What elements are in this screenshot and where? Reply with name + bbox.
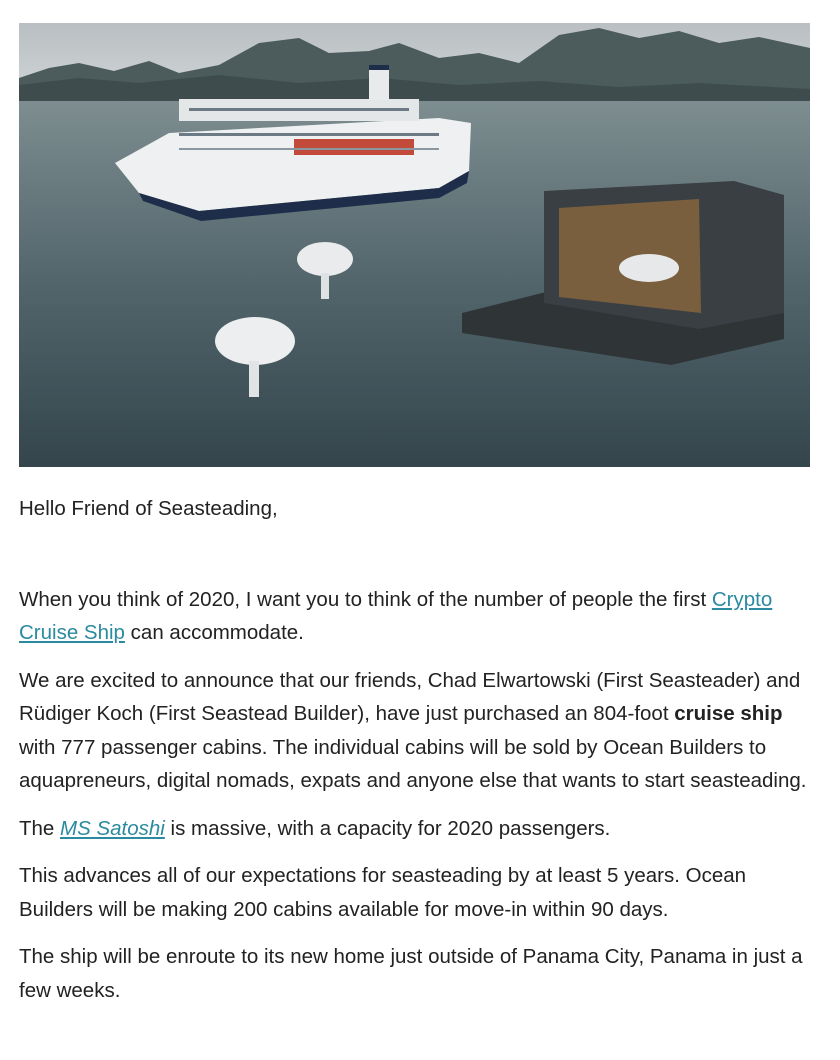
paragraph-announcement bbox=[19, 664, 819, 798]
ms-satoshi-link[interactable]: MS Satoshi bbox=[60, 816, 165, 840]
paragraph-satoshi bbox=[19, 812, 819, 846]
paragraph-announcement-text: We are excited to announce that our friends, Chad Elwartowski (First Seasteader) and Rüdiger Koch (First Seastead Builder), have just purchased an 804-foot bbox=[19, 668, 801, 725]
paragraph-announcement-text-end: with 777 passenger cabins. The individual cabins will be sold by Ocean Builders to aquapreneurs, digital nomads, expats and anyone else that wants to start seasteading. bbox=[19, 735, 807, 792]
paragraph-intro-text: When you think of 2020, I want you to think of the number of people the first bbox=[19, 587, 712, 611]
email-body bbox=[19, 492, 819, 1021]
hero-image bbox=[19, 23, 810, 467]
paragraph-intro bbox=[19, 583, 819, 650]
paragraph-intro-text-end: can accommodate. bbox=[124, 621, 304, 644]
paragraph-panama: The ship will be enroute to its new home just outside of Panama City, Panama in just a few weeks. bbox=[19, 945, 803, 1002]
cruise-ship-bold: cruise ship bbox=[674, 702, 783, 725]
greeting: Hello Friend of Seasteading, bbox=[19, 497, 278, 520]
seastead-ship-photo bbox=[19, 23, 810, 467]
paragraph-satoshi-text-end: is massive, with a capacity for 2020 passengers. bbox=[164, 816, 611, 840]
paragraph-expectations: This advances all of our expectations for seasteading by at least 5 years. Ocean Builders will be making 200 cabins available for move-in within 90 days. bbox=[19, 864, 747, 921]
paragraph-satoshi-text: The bbox=[19, 816, 61, 840]
crypto-cruise-ship-link[interactable]: Crypto Cruise Ship bbox=[19, 587, 773, 644]
